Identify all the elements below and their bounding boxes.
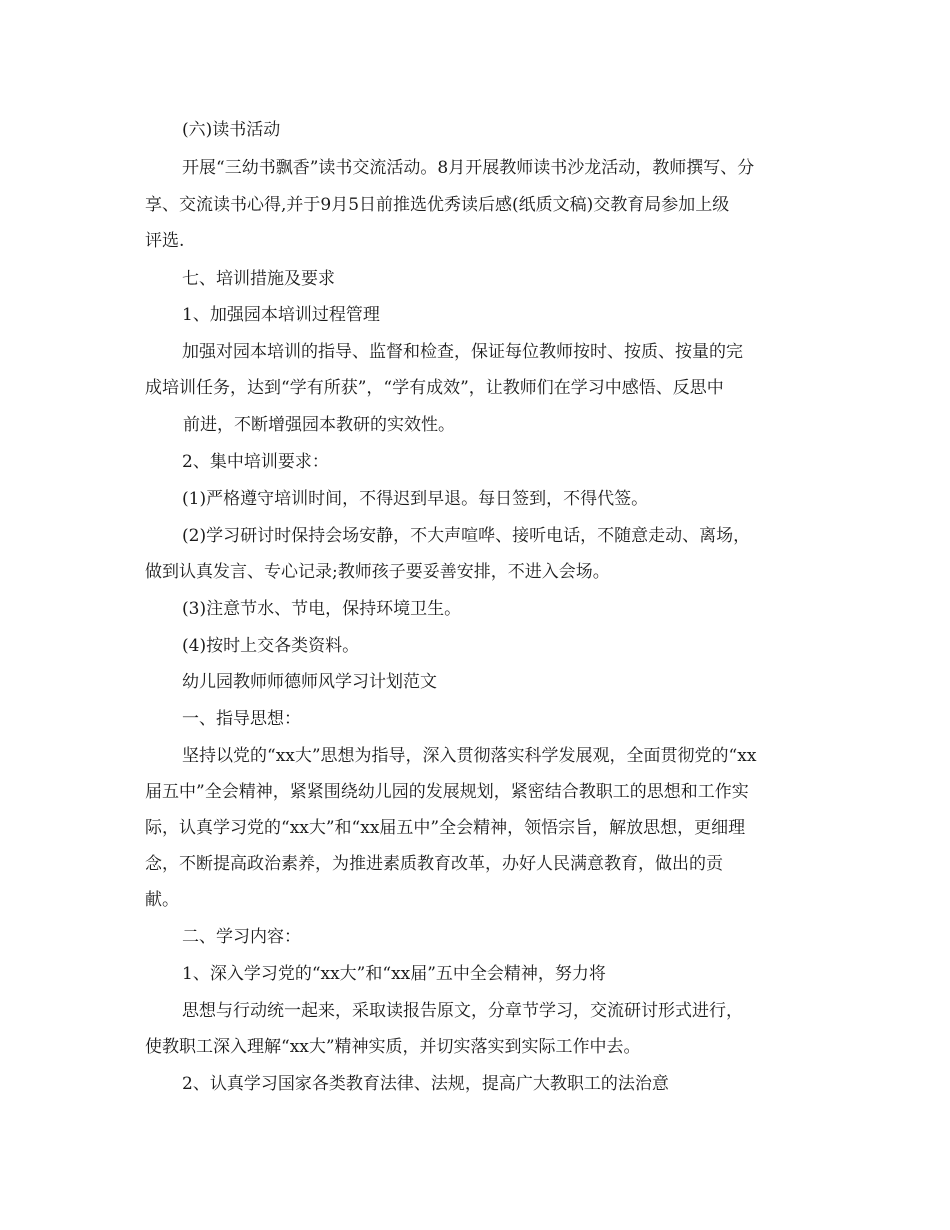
paragraph-line: 开展“三幼书飘香”读书交流活动。8月开展教师读书沙龙活动，教师撰写、分 [182,158,755,178]
paragraph-line: 加强对园本培训的指导、监督和检查，保证每位教师按时、按质、按量的完 [182,342,743,362]
paragraph-line: 享、交流读书心得,并于9月5日前推选优秀读后感(纸质文稿)交教育局参加上级 [145,195,730,215]
list-item: (3)注意节水、节电，保持环境卫生。 [182,599,462,619]
section-heading-training-measures: 七、培训措施及要求 [182,269,335,289]
paragraph-line: 念，不断提高政治素养，为推进素质教育改革，办好人民满意教育，做出的贡 [145,854,723,874]
paragraph-line: 评选. [145,231,185,251]
list-item: (1)严格遵守培训时间，不得迟到早退。每日签到，不得代签。 [182,489,649,509]
list-item: 2、认真学习国家各类教育法律、法规，提高广大教职工的法治意 [182,1074,669,1094]
list-item: (2)学习研讨时保持会场安静，不大声喧哗、接听电话，不随意走动、离场， [182,526,751,546]
paragraph-line: 使教职工深入理解“xx大”精神实质，并切实落实到实际工作中去。 [145,1037,641,1057]
document-title: 幼儿园教师师德师风学习计划范文 [182,672,437,692]
paragraph-line: 坚持以党的“xx大”思想为指导，深入贯彻落实科学发展观，全面贯彻党的“xx [182,746,757,766]
section-heading-guiding-ideology: 一、指导思想： [182,709,301,729]
paragraph-line: 际，认真学习党的“xx大”和“xx届五中”全会精神，领悟宗旨，解放思想，更细理 [145,818,746,838]
section-heading-study-content: 二、学习内容： [182,927,301,947]
section-heading-reading-activity: (六)读书活动 [182,120,281,140]
paragraph-line: 届五中”全会精神，紧紧围绕幼儿园的发展规划，紧密结合教职工的思想和工作实 [145,782,749,802]
paragraph-line: 成培训任务，达到“学有所获”，“学有成效”，让教师们在学习中感悟、反思中 [145,378,724,398]
paragraph-line: 前进，不断增强园本教研的实效性。 [183,415,455,435]
paragraph-line: 做到认真发言、专心记录;教师孩子要妥善安排，不进入会场。 [145,562,610,582]
list-item: 1、深入学习党的“xx大”和“xx届”五中全会精神，努力将 [182,964,606,984]
paragraph-line: 献。 [145,890,179,910]
subheading-line: 2、集中培训要求： [182,452,329,472]
paragraph-line: 思想与行动统一起来，采取读报告原文，分章节学习，交流研讨形式进行， [182,1001,743,1021]
list-item: (4)按时上交各类资料。 [182,636,360,656]
subheading-line: 1、加强园本培训过程管理 [182,305,380,325]
